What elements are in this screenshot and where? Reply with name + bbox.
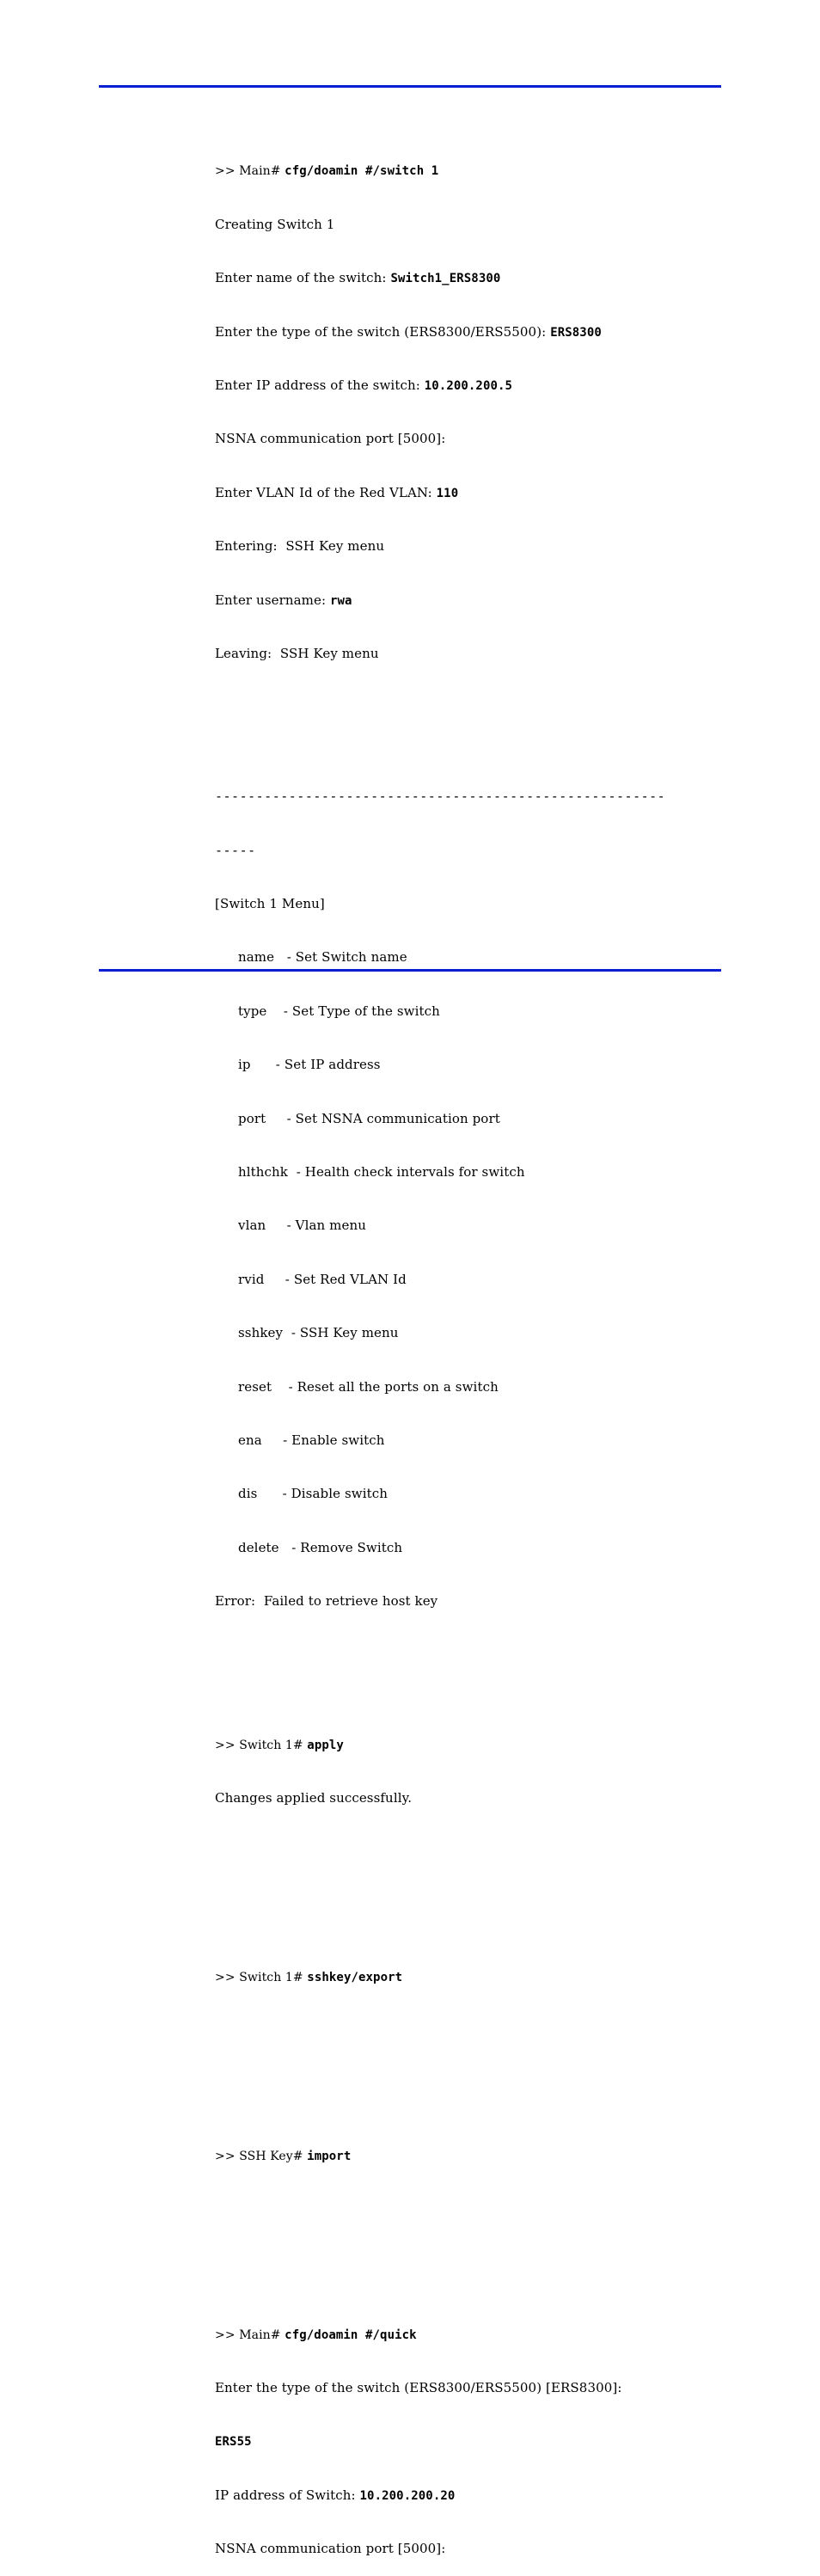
command-line (215, 162, 722, 180)
output-line: Creating Switch 1 (215, 216, 335, 232)
blank-gap (215, 2218, 722, 2272)
menu-item: delete - Remove Switch (238, 1539, 403, 1555)
ip-value: 10.200.200.20 (359, 2488, 456, 2503)
type-value: ERS55 (215, 2434, 252, 2449)
prompt: >> Main# (215, 2328, 285, 2342)
name-prompt: Enter name of the switch: (215, 270, 391, 286)
output-line (215, 2487, 722, 2505)
separator-line: ------------------------------------------------------- (215, 788, 666, 805)
output-line (215, 592, 722, 610)
command-text: import (307, 2149, 352, 2163)
menu-item: ip - Set IP address (238, 1057, 381, 1073)
menu-item: rvid - Set Red VLAN Id (238, 1271, 407, 1287)
header-rule (99, 85, 721, 88)
command-line (215, 2147, 722, 2165)
console-transcript (215, 108, 722, 2576)
separator-line: ----- (215, 842, 256, 858)
menu-title: [Switch 1 Menu] (215, 896, 325, 912)
menu-item: sshkey - SSH Key menu (238, 1325, 399, 1341)
blank-line (215, 1664, 722, 1682)
command-text: cfg/doamin #/quick (285, 2328, 417, 2342)
footer-rule (99, 969, 721, 972)
user-value: rwa (330, 593, 352, 608)
prompt: >> SSH Key# (215, 2149, 308, 2163)
command-line (215, 1736, 722, 1754)
menu-item: type - Set Type of the switch (238, 1003, 440, 1019)
output-line (215, 323, 722, 341)
menu-item: reset - Reset all the ports on a switch (238, 1378, 499, 1395)
error-line: Error: Failed to retrieve host key (215, 1593, 438, 1610)
blank-gap (215, 1861, 722, 1914)
type-prompt: Enter the type of the switch (ERS8300/ERS5500): (215, 323, 551, 340)
command-text: cfg/doamin #/switch 1 (285, 164, 439, 179)
ip-value: 10.200.200.5 (424, 378, 513, 393)
command-text: apply (307, 1738, 344, 1752)
vlan-value: 110 (436, 486, 459, 500)
prompt: >> Switch 1# (215, 1738, 308, 1752)
command-line (215, 1968, 722, 1986)
type-value: ERS8300 (550, 325, 602, 340)
output-line: NSNA communication port [5000]: (215, 431, 446, 447)
output-line (215, 377, 722, 395)
menu-item: vlan - Vlan menu (238, 1217, 366, 1234)
menu-item: dis - Disable switch (238, 1486, 388, 1502)
ip-prompt: Enter IP address of the switch: (215, 377, 425, 393)
menu-item: port - Set NSNA communication port (238, 1110, 500, 1126)
output-line: Enter the type of the switch (ERS8300/ERS5500) [ERS8300]: (215, 2380, 622, 2396)
output-line (215, 484, 722, 502)
blank-line (215, 716, 722, 734)
output-line: Changes applied successfully. (215, 1789, 413, 1806)
command-text: sshkey/export (307, 1970, 403, 1984)
output-line: NSNA communication port [5000]: (215, 2541, 446, 2557)
prompt: >> Main# (215, 164, 285, 179)
menu-item: ena - Enable switch (238, 1432, 385, 1448)
output-line (215, 269, 722, 287)
name-value: Switch1_ERS8300 (390, 272, 501, 286)
menu-item: hlthchk - Health check intervals for switch (238, 1164, 525, 1181)
output-line: Entering: SSH Key menu (215, 538, 385, 555)
prompt: >> Switch 1# (215, 1970, 308, 1984)
vlan-prompt: Enter VLAN Id of the Red VLAN: (215, 484, 437, 500)
ip-prompt: IP address of Switch: (215, 2487, 360, 2503)
output-line: Leaving: SSH Key menu (215, 645, 379, 661)
user-prompt: Enter username: (215, 592, 330, 608)
blank-gap (215, 2039, 722, 2093)
menu-item: name - Set Switch name (238, 949, 407, 966)
command-line (215, 2326, 722, 2344)
